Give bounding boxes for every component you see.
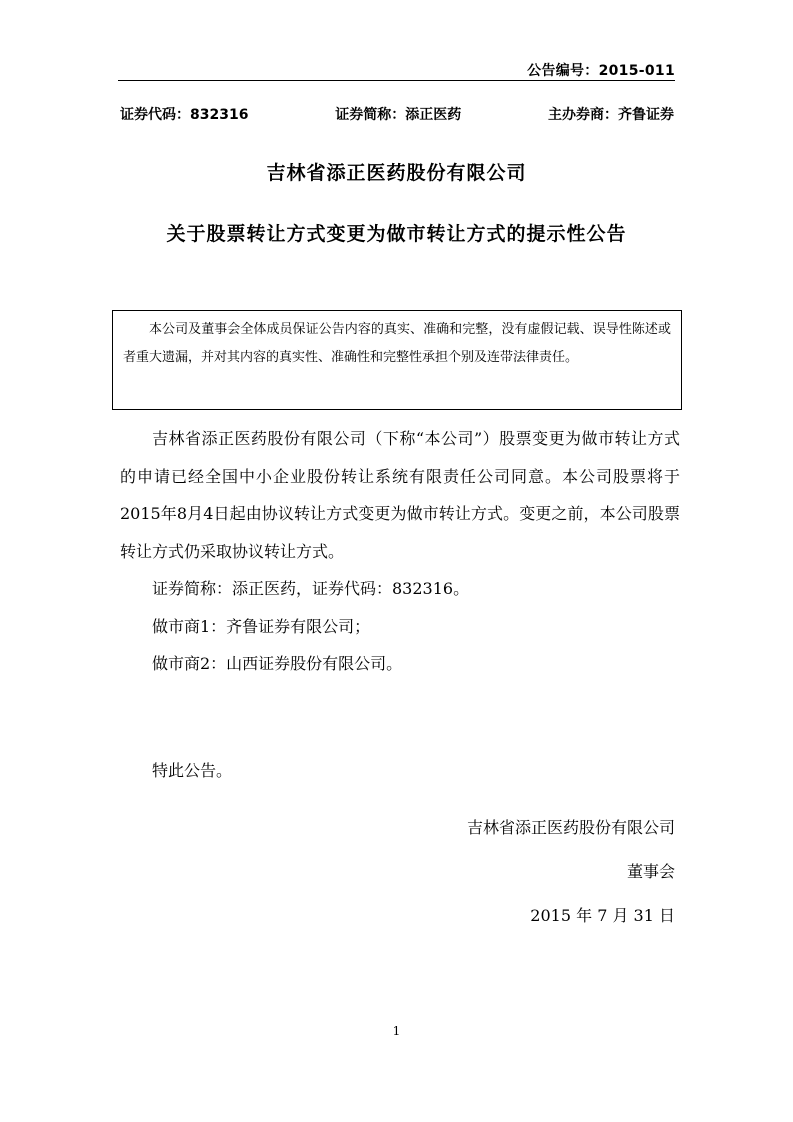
notice-body — [120, 420, 680, 683]
closing-section — [120, 752, 680, 789]
body-paragraph-security: 证券简称：添正医药，证券代码：832316。 — [152, 579, 470, 598]
notice-number: 公告编号：2015-011 — [527, 63, 675, 79]
header-rule — [118, 80, 675, 81]
body-paragraph-main: 吉林省添正医药股份有限公司（下称“本公司”）股票变更为做市转让方式的申请已经全国中小企业股份转让系统有限责任公司同意。本公司股票将于2015年8月4日起由协议转让方式变更为做市转让方式。变更之前，本公司股票转让方式仍采取协议转让方式。 — [120, 429, 680, 561]
security-abbreviation: 证券简称：添正医药 — [335, 107, 462, 123]
signature-company: 吉林省添正医药股份有限公司 — [466, 818, 675, 837]
lead-broker: 主办券商：齐鲁证券 — [547, 107, 674, 123]
signature-date: 2015 年 7 月 31 日 — [530, 906, 675, 925]
security-info-row — [120, 104, 674, 124]
notice-title: 关于股票转让方式变更为做市转让方式的提示性公告 — [166, 223, 627, 245]
signature-block — [467, 812, 675, 944]
body-paragraph-market-maker-1: 做市商1：齐鲁证券有限公司； — [152, 616, 371, 636]
closing-text: 特此公告。 — [152, 761, 233, 780]
body-paragraph-market-maker-2: 做市商2：山西证券股份有限公司。 — [152, 654, 403, 673]
security-code: 证券代码：832316 — [120, 107, 249, 123]
company-title: 吉林省添正医药股份有限公司 — [266, 162, 527, 184]
signature-board: 董事会 — [626, 862, 675, 881]
page-number: 1 — [392, 1024, 401, 1038]
disclaimer-box: 本公司及董事会全体成员保证公告内容的真实、准确和完整，没有虚假记载、误导性陈述或者重大遗漏，并对其内容的真实性、准确性和完整性承担个别及连带法律责任。 — [112, 310, 682, 410]
